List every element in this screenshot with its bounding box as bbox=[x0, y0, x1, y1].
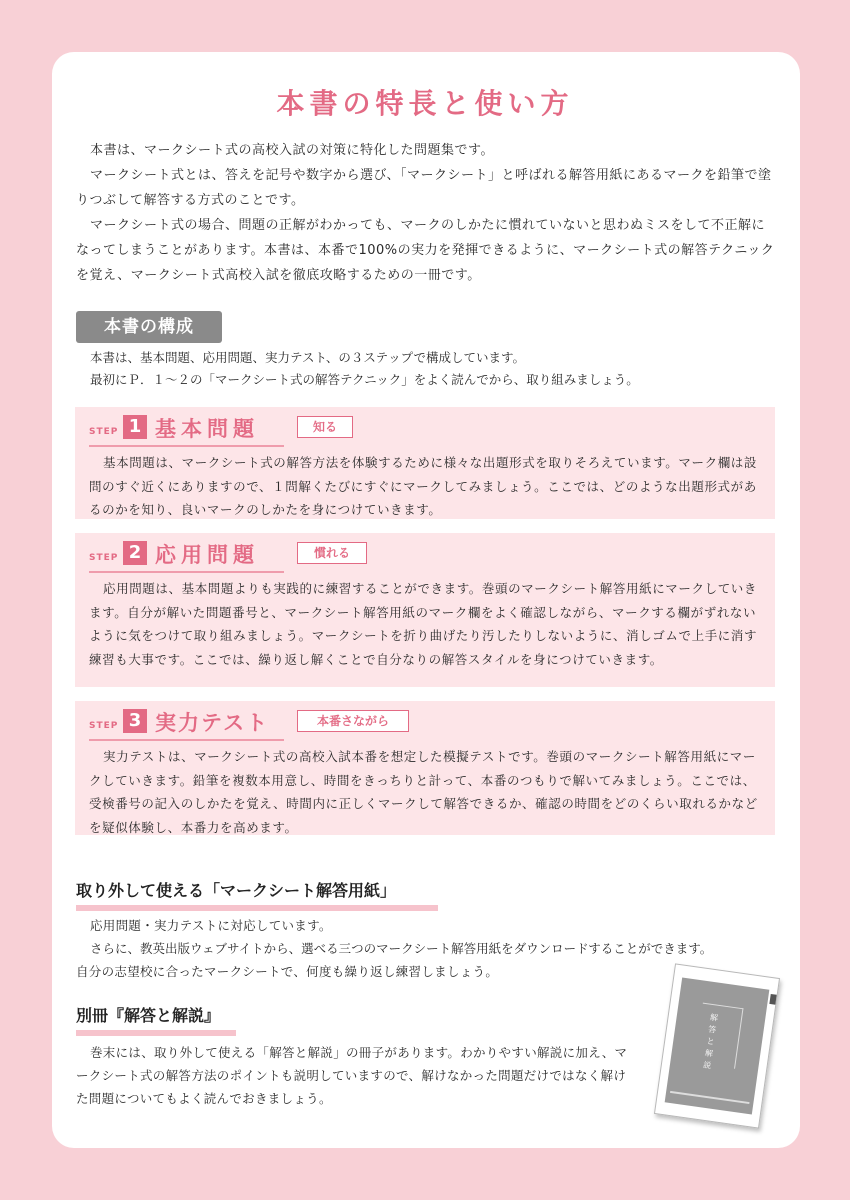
step-word: STEP bbox=[89, 427, 119, 437]
separate-volume-heading: 別冊『解答と解説』 bbox=[76, 1006, 221, 1025]
step-1-header bbox=[89, 415, 769, 445]
step-2-box bbox=[75, 533, 775, 687]
page-title: 本書の特長と使い方 bbox=[276, 87, 574, 120]
step-2-header bbox=[89, 541, 769, 571]
intro-paragraph: マークシート式とは、答えを記号や数字から選び、「マークシート」と呼ばれる解答用紙にあるマークを鉛筆で塗りつぶして解答する方式のことです。 bbox=[76, 168, 772, 208]
booklet-tab bbox=[769, 994, 776, 1005]
structure-line: 本書は、基本問題、応用問題、実力テスト、の３ステップで構成しています。 bbox=[90, 350, 526, 365]
structure-line: 最初にＰ．１〜２の「マークシート式の解答テクニック」をよく読んでから、取り組みましょう。 bbox=[90, 372, 639, 387]
step-2-text bbox=[89, 577, 765, 671]
step-1-box bbox=[75, 407, 775, 519]
step-description: 基本問題は、マークシート式の解答方法を体験するために様々な出題形式を取りそろえています。マーク欄は設問のすぐ近くにありますので、１問解くたびにすぐにマークしてみましょう。ここでは、どのような出題形式があるのかを知り、良いマークのしかたを身につけていきます。 bbox=[89, 455, 758, 517]
answer-sheet-line: 応用問題・実力テストに対応しています。 bbox=[90, 918, 332, 933]
answer-sheet-underline bbox=[76, 905, 438, 911]
step-3-header bbox=[89, 709, 769, 739]
step-word: STEP bbox=[89, 553, 119, 563]
booklet-cover bbox=[654, 963, 780, 1128]
answer-booklet-image bbox=[650, 970, 780, 1134]
step-word: STEP bbox=[89, 721, 119, 731]
booklet-cover-panel bbox=[665, 977, 770, 1114]
step-number: 1 bbox=[123, 415, 147, 439]
answer-sheet-line: 自分の志望校に合ったマークシートで、何度も繰り返し練習しましょう。 bbox=[76, 964, 499, 979]
step-description: 実力テストは、マークシート式の高校入試本番を想定した模擬テストです。巻頭のマークシート解答用紙にマークしていきます。鉛筆を複数本用意し、時間をきっちりと計って、本番のつもりで解いてみましょう。ここでは、受検番号の記入のしかたを覚え、時間内に正しくマークして解答できるか、確認の時間をどのくらい取れるかなどを疑似体験し、本番力を高めます。 bbox=[89, 749, 758, 835]
step-tag: 本番さながら bbox=[297, 710, 409, 732]
answer-sheet-line: さらに、教英出版ウェブサイトから、選べる三つのマークシート解答用紙をダウンロードすることができます。 bbox=[90, 941, 713, 956]
step-name: 実力テスト bbox=[155, 711, 270, 735]
step-number: 3 bbox=[123, 709, 147, 733]
separate-volume-underline bbox=[76, 1030, 236, 1036]
step-underline bbox=[89, 571, 284, 573]
answer-sheet-heading: 取り外して使える「マークシート解答用紙」 bbox=[76, 881, 397, 900]
booklet-footer-line bbox=[670, 1091, 749, 1104]
step-name: 基本問題 bbox=[155, 417, 259, 441]
separate-volume-text bbox=[76, 1041, 636, 1110]
intro-section bbox=[76, 138, 776, 288]
step-3-box bbox=[75, 701, 775, 835]
step-tag: 慣れる bbox=[297, 542, 367, 564]
step-3-text bbox=[89, 745, 765, 839]
step-underline bbox=[89, 739, 284, 741]
step-description: 応用問題は、基本問題よりも実践的に練習することができます。巻頭のマークシート解答用紙にマークしていきます。自分が解いた問題番号と、マークシート解答用紙のマーク欄をよく確認しながら、マークする欄がずれないように気をつけて取り組みましょう。マークシートを折り曲げたり汚したりしないように、消しゴムで上手に消す練習も大事です。ここでは、繰り返し解くことで自分なりの解答スタイルを身につけていきます。 bbox=[89, 581, 758, 667]
step-tag: 知る bbox=[297, 416, 353, 438]
step-name: 応用問題 bbox=[155, 543, 259, 567]
intro-paragraph: マークシート式の場合、問題の正解がわかっても、マークのしかたに慣れていないと思わぬミスをして不正解になってしまうことがあります。本書は、本番で100%の実力を発揮できるように、マークシート式の解答テクニックを覚え、マークシート式高校入試を徹底攻略するための一冊です。 bbox=[76, 218, 775, 283]
intro-paragraph: 本書は、マークシート式の高校入試の対策に特化した問題集です。 bbox=[90, 143, 494, 158]
structure-label: 本書の構成 bbox=[76, 311, 222, 343]
step-underline bbox=[89, 445, 284, 447]
step-number: 2 bbox=[123, 541, 147, 565]
step-1-text bbox=[89, 451, 765, 522]
booklet-label: 解答 と 解説 bbox=[702, 1012, 719, 1071]
structure-intro bbox=[90, 347, 770, 391]
separate-volume-description: 巻末には、取り外して使える「解答と解説」の冊子があります。わかりやすい解説に加え、マークシート式の解答方法のポイントも説明していますので、解けなかった問題だけではなく解けた問題についてもよく読んでおきましょう。 bbox=[76, 1045, 628, 1106]
